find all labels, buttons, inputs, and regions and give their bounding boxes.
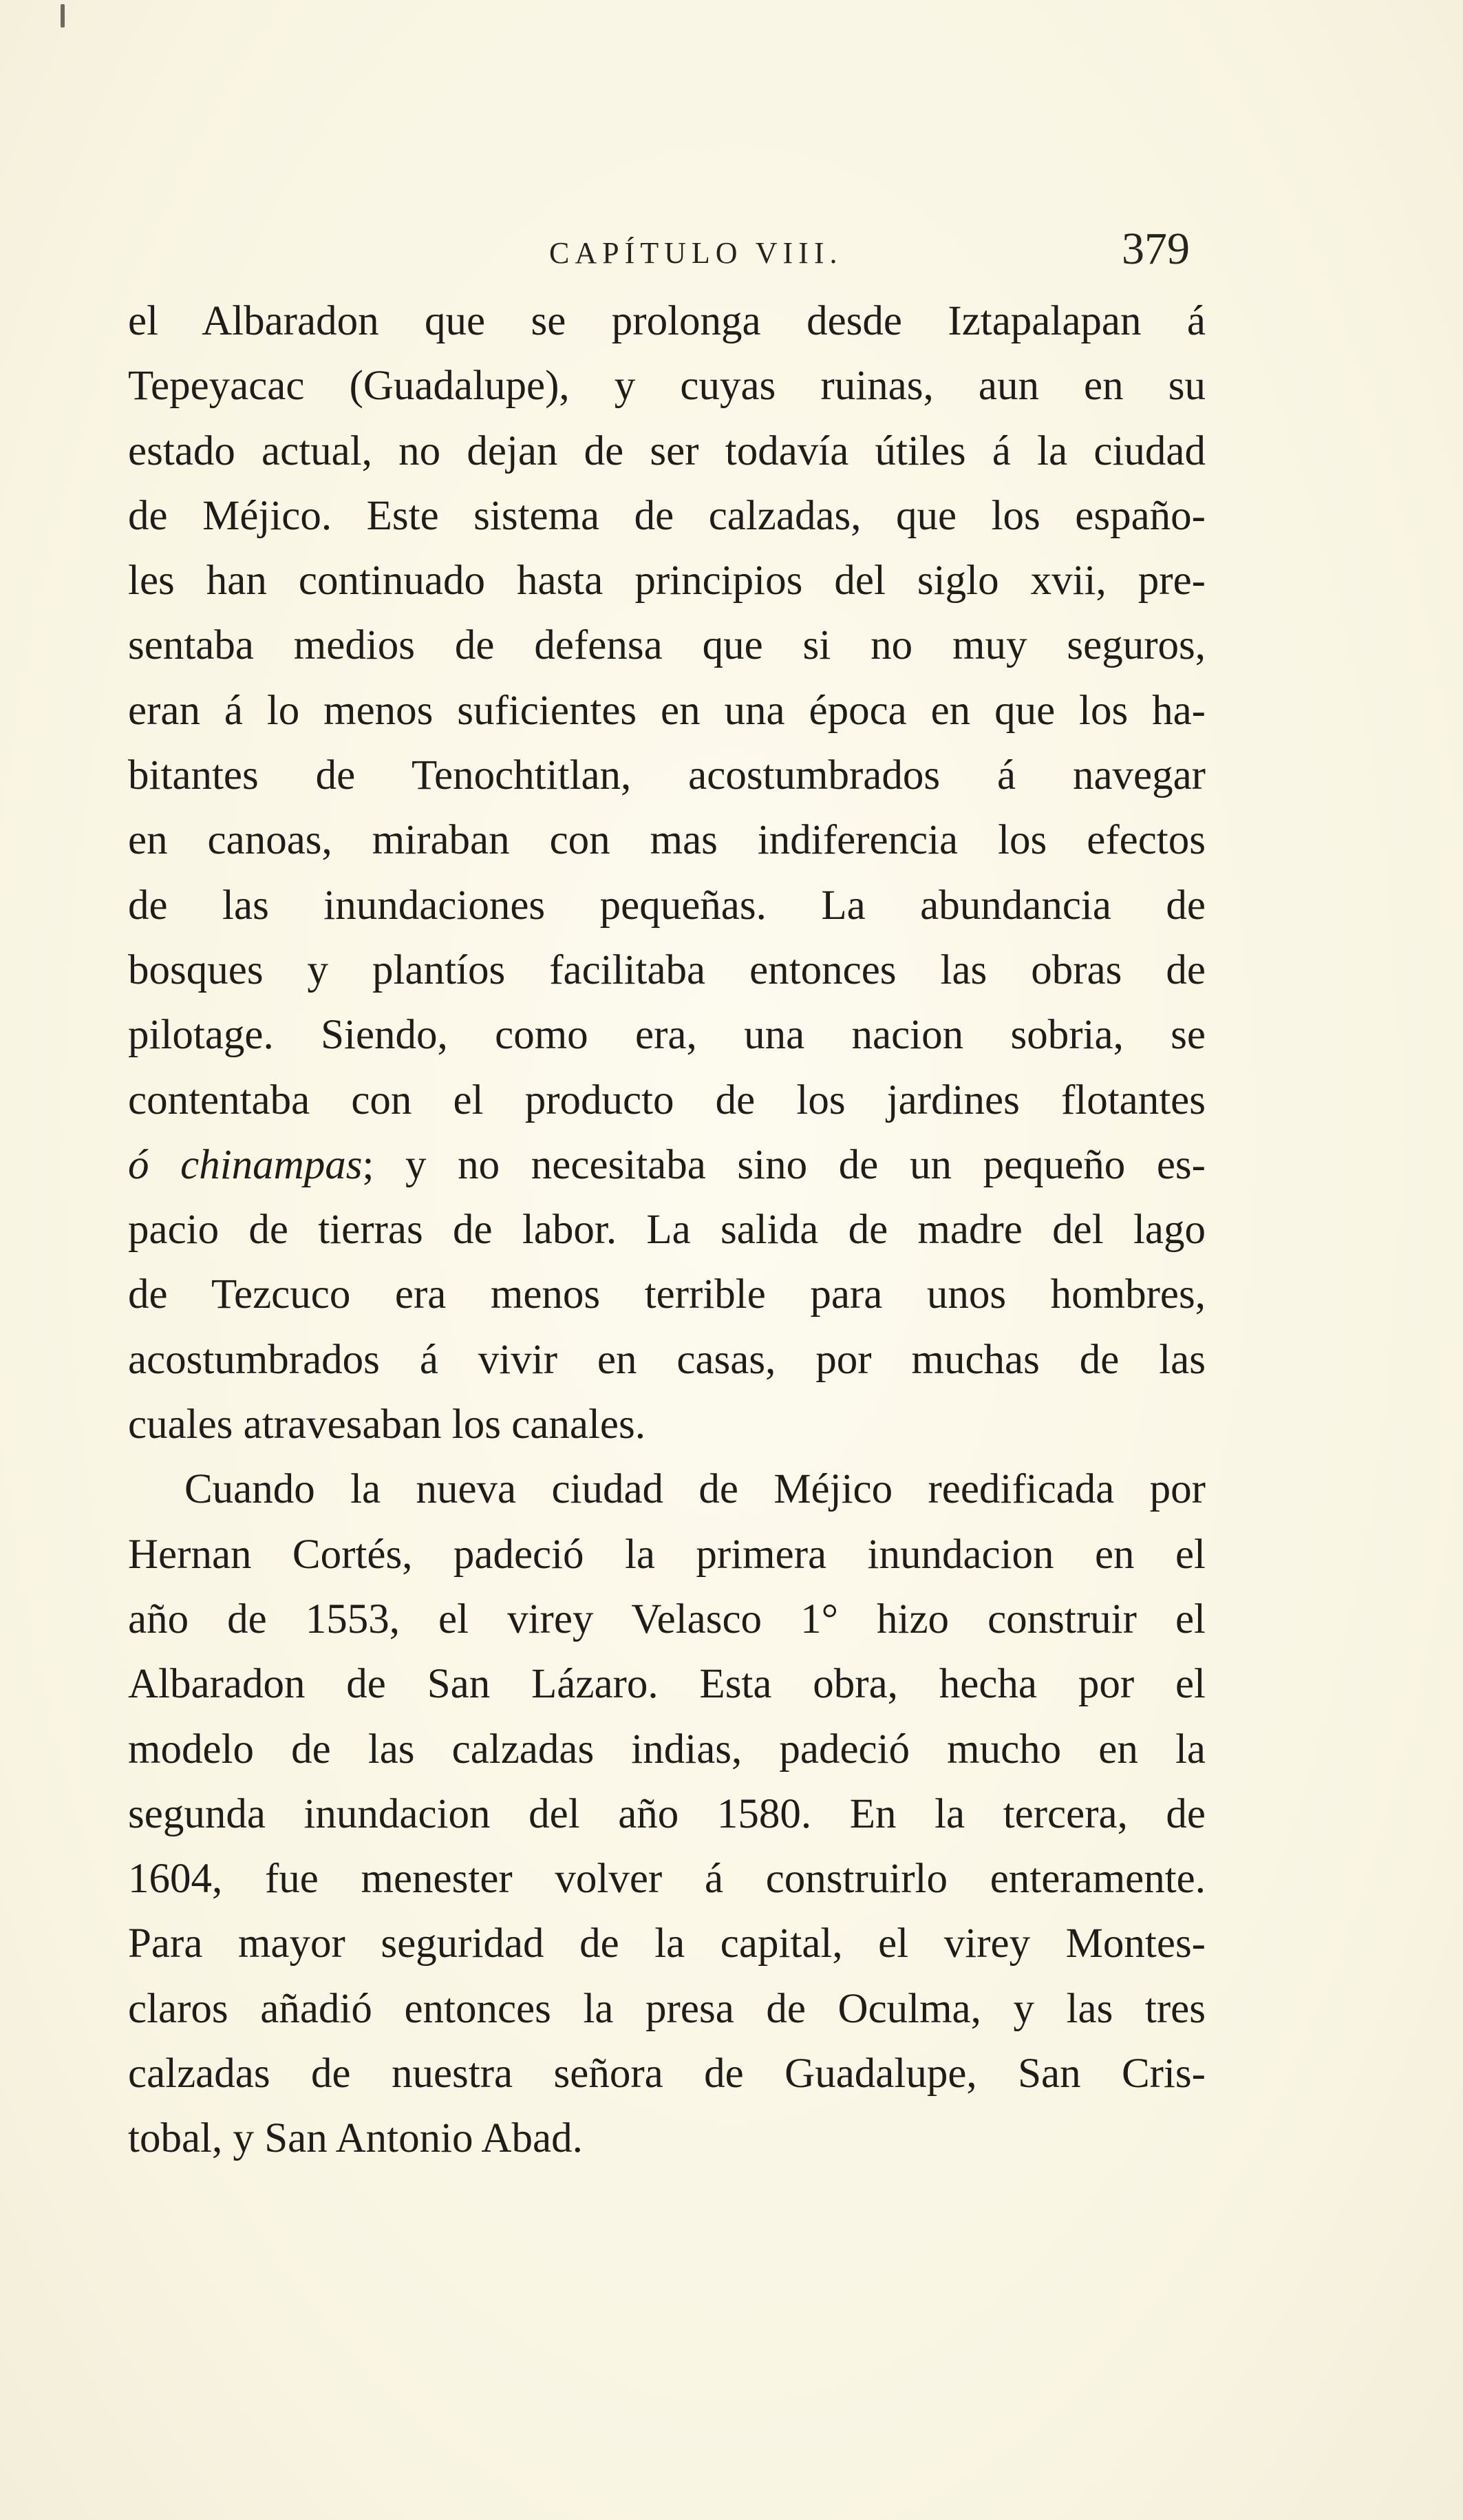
text-line bbox=[128, 1262, 1206, 1327]
text-segment: contentaba con el producto de los jardines flotantes bbox=[128, 1077, 1206, 1123]
text-line bbox=[128, 1912, 1206, 1976]
text-segment: Albaradon de San Lázaro. Esta obra, hecha por el bbox=[128, 1661, 1206, 1708]
body-text bbox=[128, 289, 1206, 2172]
text-line bbox=[128, 2106, 1206, 2171]
text-segment: 1604, fue menester volver á construirlo enteramente. bbox=[128, 1856, 1206, 1903]
text-segment: Tepeyacac (Guadalupe), y cuyas ruinas, aun en su bbox=[128, 363, 1206, 410]
text-segment: eran á lo menos suficientes en una época en que los ha- bbox=[128, 687, 1206, 734]
text-line bbox=[128, 354, 1206, 419]
text-segment: tobal, y San Antonio Abad. bbox=[128, 2115, 583, 2162]
text-segment: Hernan Cortés, padeció la primera inundacion en el bbox=[128, 1531, 1206, 1578]
text-segment: pacio de tierras de labor. La salida de madre del lago bbox=[128, 1207, 1206, 1253]
text-line bbox=[128, 1393, 1206, 1457]
text-segment: Cuando la nueva ciudad de Méjico reedificada por bbox=[184, 1466, 1206, 1513]
text-segment: acostumbrados á vivir en casas, por muchas de las bbox=[128, 1336, 1206, 1383]
text-line bbox=[128, 743, 1206, 808]
text-segment: modelo de las calzadas indias, padeció mucho en la bbox=[128, 1726, 1206, 1772]
text-segment: cuales atravesaban los canales. bbox=[128, 1401, 645, 1448]
text-line bbox=[128, 419, 1206, 484]
text-segment: calzadas de nuestra señora de Guadalupe, San Cris- bbox=[128, 2051, 1206, 2097]
text-line bbox=[128, 1328, 1206, 1393]
text-segment: segunda inundacion del año 1580. En la tercera, de bbox=[128, 1790, 1206, 1837]
text-segment: pilotage. Siendo, como era, una nacion sobria, se bbox=[128, 1012, 1206, 1059]
text-segment: año de 1553, el virey Velasco 1° hizo construir el bbox=[128, 1596, 1206, 1642]
text-line bbox=[128, 1782, 1206, 1847]
italic-term: ó chinampas bbox=[128, 1141, 363, 1188]
text-segment: de las inundaciones pequeñas. La abundancia de bbox=[128, 882, 1206, 929]
text-segment: les han continuado hasta principios del siglo xvii, pre- bbox=[128, 558, 1206, 604]
text-line bbox=[128, 938, 1206, 1003]
text-segment: bosques y plantíos facilitaba entonces las obras de bbox=[128, 946, 1206, 993]
page-edge-mark bbox=[61, 4, 65, 28]
text-line bbox=[128, 2042, 1206, 2106]
text-line bbox=[128, 1652, 1206, 1717]
text-segment: sentaba medios de defensa que si no muy seguros, bbox=[128, 622, 1206, 669]
page-number: 379 bbox=[1122, 224, 1190, 274]
text-line bbox=[128, 484, 1206, 549]
text-segment: el Albaradon que se prolonga desde Iztapalapan á bbox=[128, 298, 1206, 344]
text-line bbox=[128, 1717, 1206, 1782]
text-line bbox=[128, 1587, 1206, 1652]
running-head bbox=[0, 224, 1463, 296]
text-segment: ; y no necesitaba sino de un pequeño es- bbox=[362, 1141, 1206, 1188]
text-segment: bitantes de Tenochtitlan, acostumbrados á navegar bbox=[128, 752, 1206, 799]
text-line bbox=[128, 1198, 1206, 1262]
text-line bbox=[128, 1133, 1206, 1198]
text-segment: claros añadió entonces la presa de Oculma, y las tres bbox=[128, 1985, 1206, 2032]
text-segment: Para mayor seguridad de la capital, el virey Montes- bbox=[128, 1920, 1206, 1967]
text-line bbox=[128, 1523, 1206, 1587]
text-line bbox=[128, 1977, 1206, 2042]
text-line bbox=[128, 679, 1206, 743]
text-line bbox=[128, 1847, 1206, 1912]
text-line bbox=[128, 289, 1206, 354]
text-line bbox=[128, 1457, 1206, 1522]
text-segment: de Tezcuco era menos terrible para unos hombres, bbox=[128, 1271, 1206, 1318]
text-line bbox=[128, 1003, 1206, 1068]
text-line bbox=[128, 808, 1206, 873]
text-line bbox=[128, 1068, 1206, 1133]
chapter-heading: CAPÍTULO VIII. bbox=[549, 236, 843, 270]
text-line bbox=[128, 613, 1206, 678]
text-segment: de Méjico. Este sistema de calzadas, que los españo- bbox=[128, 492, 1206, 539]
text-segment: estado actual, no dejan de ser todavía útiles á la ciudad bbox=[128, 427, 1206, 474]
text-line bbox=[128, 873, 1206, 938]
text-line bbox=[128, 549, 1206, 613]
text-segment: en canoas, miraban con mas indiferencia los efectos bbox=[128, 817, 1206, 864]
